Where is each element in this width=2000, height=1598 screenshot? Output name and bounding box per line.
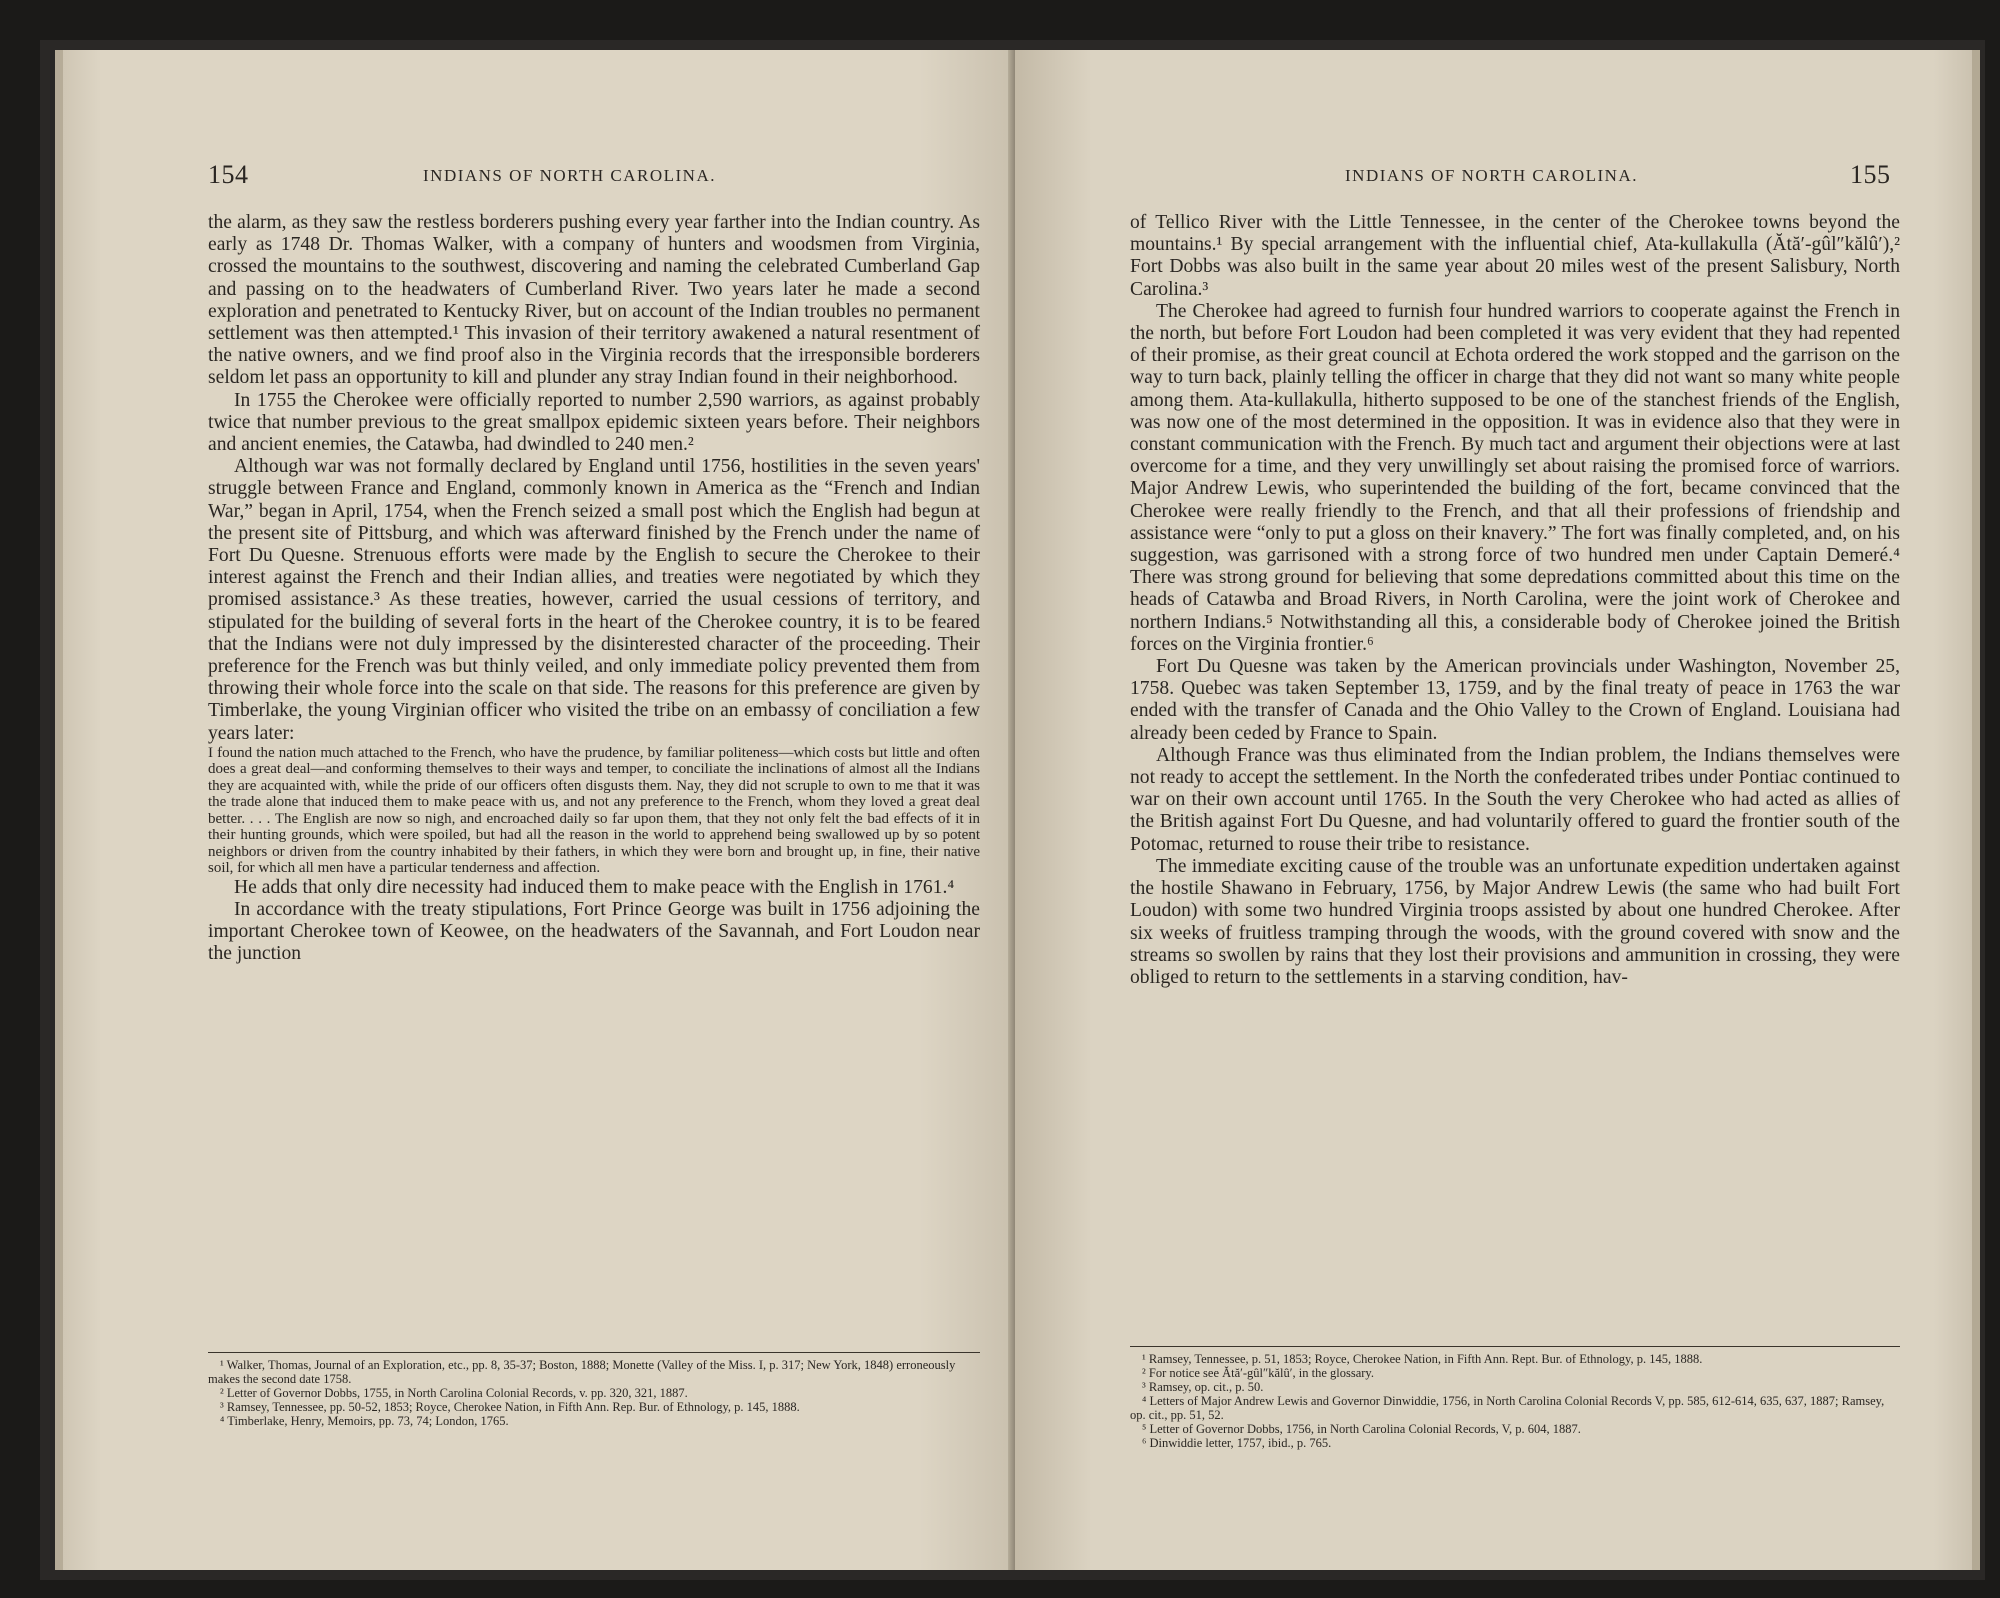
- right-page: [1015, 50, 1980, 1570]
- left-body: [208, 212, 980, 966]
- paragraph: In 1755 the Cherokee were officially reported to number 2,590 warriors, as against probably twice that number previous to the great smallpox epidemic sixteen years before. Their neighbors and ancient enemies, the Catawba, had dwindled to 240 men.²: [208, 389, 980, 456]
- footnote: ⁴ Timberlake, Henry, Memoirs, pp. 73, 74; London, 1765.: [220, 1414, 509, 1428]
- paragraph: The immediate exciting cause of the trouble was an unfortunate expedition undertaken against the hostile Shawano in February, 1756, by Major Andrew Lewis (the same who had built Fort Loudon) with some two hundred Virginia troops assisted by about one hundred Cherokee. After six weeks of fruitless tramping through the woods, with the ground covered with snow and the streams so swollen by rains that they lost their provisions and ammunition in crossing, they were obliged to return to the settlements in a starving condition, hav-: [1130, 855, 1900, 988]
- footnote: ² Letter of Governor Dobbs, 1755, in North Carolina Colonial Records, v. pp. 320, 321, 1887.: [220, 1386, 688, 1400]
- left-footnotes: [208, 1358, 980, 1428]
- footnote: ¹ Ramsey, Tennessee, p. 51, 1853; Royce, Cherokee Nation, in Fifth Ann. Rept. Bur. of Ethnology, p. 145, 1888.: [1142, 1352, 1703, 1366]
- left-running-head: [208, 160, 978, 190]
- footnote-rule: [1130, 1346, 1900, 1347]
- paragraph: of Tellico River with the Little Tennessee, in the center of the Cherokee towns beyond the mountains.¹ By special arrangement with the influential chief, Ata-kullakulla (Ătă′-gûl″kălû′),² Fort Dobbs was also built in the same year about 20 miles west of the present Salisbury, North Carolina.³: [1130, 212, 1900, 300]
- footnote: ³ Ramsey, op. cit., p. 50.: [1142, 1380, 1264, 1394]
- paragraph: The Cherokee had agreed to furnish four hundred warriors to cooperate against the French in the north, but before Fort Loudon had been completed it was very evident that they had repented of their promise, as their great council at Echota ordered the work stopped and the garrison on the way to turn back, plainly telling the officer in charge that they did not want so many white people among them. Ata-kullakulla, hitherto supposed to be one of the stanchest friends of the English, was now one of the most determined in the opposition. It was in evidence also that they were in constant communication with the French. By much tact and argument their objections were at last overcome for a time, and they very unwillingly set about raising the promised force of warriors. Major Andrew Lewis, who superintended the building of the fort, became convinced that the Cherokee were really friendly to the French, and that all their professions of friendship and assistance were “only to put a gloss on their knavery.” The fort was finally completed, and, on his suggestion, was garrisoned with a strong force of two hundred men under Captain Demeré.⁴ There was strong ground for believing that some depredations committed about this time on the heads of Catawba and Broad Rivers, in North Carolina, were the joint work of Cherokee and northern Indians.⁵ Notwithstanding all this, a considerable body of Cherokee joined the British forces on the Virginia frontier.⁶: [1130, 300, 1900, 655]
- footnote: ⁵ Letter of Governor Dobbs, 1756, in North Carolina Colonial Records, V, p. 604, 1887.: [1142, 1422, 1581, 1436]
- paragraph: Fort Du Quesne was taken by the American provincials under Washington, November 25, 1758. Quebec was taken September 13, 1759, and by the final treaty of peace in 1763 the war ended with the transfer of Canada and the Ohio Valley to the Crown of England. Louisiana had already been ceded by France to Spain.: [1130, 656, 1900, 744]
- left-page: [55, 50, 1015, 1570]
- footnote: ¹ Walker, Thomas, Journal of an Exploration, etc., pp. 8, 35-37; Boston, 1888; Monette (Valley of the Miss. I, p. 317; New York, 1848) erroneously makes the second date 1758.: [208, 1358, 956, 1386]
- right-running-title: INDIANS OF NORTH CAROLINA.: [1345, 166, 1638, 185]
- left-running-title: INDIANS OF NORTH CAROLINA.: [423, 166, 716, 185]
- footnote: ⁶ Dinwiddie letter, 1757, ibid., p. 765.: [1142, 1436, 1332, 1450]
- paragraph: the alarm, as they saw the restless borderers pushing every year farther into the Indian country. As early as 1748 Dr. Thomas Walker, with a company of hunters and woodsmen from Virginia, crossed the mountains to the southwest, discovering and naming the celebrated Cumberland Gap and passing on to the headwaters of Cumberland River. Two years later he made a second exploration and penetrated to Kentucky River, but on account of the Indian troubles no permanent settlement was then attempted.¹ This invasion of their territory awakened a natural resentment of the native owners, and we find proof also in the Virginia records that the irresponsible borderers seldom let pass an opportunity to kill and plunder any stray Indian found in their neighborhood.: [208, 212, 980, 389]
- right-body: [1130, 212, 1900, 989]
- footnote-rule: [208, 1352, 980, 1353]
- block-quote: I found the nation much attached to the French, who have the prudence, by familiar politeness—which costs but little and often does a great deal—and conforming themselves to their ways and temper, to conciliate the inclinations of almost all the Indians they are acquainted with, while the pride of our officers often disgusts them. Nay, they did not scruple to own to me that it was the trade alone that induced them to make peace with us, and not any preference to the French, whom they loved a great deal better. . . . The English are now so nigh, and encroached daily so far upon them, that they not only felt the bad effects of it in their hunting grounds, which were spoiled, but had all the reason in the world to apprehend being swallowed up by so potent neighbors or driven from the country inhabited by their fathers, in which they were born and brought up, in fine, their native soil, for which all men have a particular tenderness and affection.: [208, 744, 980, 877]
- paragraph: In accordance with the treaty stipulations, Fort Prince George was built in 1756 adjoining the important Cherokee town of Keowee, on the headwaters of the Savannah, and Fort Loudon near the junction: [208, 899, 980, 965]
- paragraph: Although France was thus eliminated from the Indian problem, the Indians themselves were not ready to accept the settlement. In the North the confederated tribes under Pontiac continued to war on their own account until 1765. In the South the very Cherokee who had acted as allies of the British against Fort Du Quesne, and had voluntarily offered to guard the frontier south of the Potomac, returned to rouse their tribe to resistance.: [1130, 744, 1900, 855]
- right-page-number: 155: [1850, 160, 1891, 189]
- footnote: ⁴ Letters of Major Andrew Lewis and Governor Dinwiddie, 1756, in North Carolina Colonial Records V, pp. 585, 612-614, 635, 637, 1887; Ramsey, op. cit., pp. 51, 52.: [1130, 1394, 1885, 1422]
- left-page-number: 154: [208, 160, 249, 189]
- footnote: ² For notice see Ătă′-gûl″kălû′, in the glossary.: [1142, 1366, 1374, 1380]
- paragraph: Although war was not formally declared by England until 1756, hostilities in the seven years' struggle between France and England, commonly known in America as the “French and Indian War,” began in April, 1754, when the French seized a small post which the English had begun at the present site of Pittsburg, and which was afterward finished by the French under the name of Fort Du Quesne. Strenuous efforts were made by the English to secure the Cherokee to their interest against the French and their Indian allies, and treaties were negotiated by which they promised assistance.³ As these treaties, however, carried the usual cessions of territory, and stipulated for the building of several forts in the heart of the Cherokee country, it is to be feared that the Indians were not duly impressed by the disinterested character of the proceeding. Their preference for the French was but thinly veiled, and only immediate policy prevented them from throwing their whole force into the scale on that side. The reasons for this preference are given by Timberlake, the young Virginian officer who visited the tribe on an embassy of conciliation a few years later:: [208, 456, 980, 744]
- right-footnotes: [1130, 1352, 1900, 1450]
- paragraph: He adds that only dire necessity had induced them to make peace with the English in 1761.⁴: [234, 876, 955, 898]
- footnote: ³ Ramsey, Tennessee, pp. 50-52, 1853; Royce, Cherokee Nation, in Fifth Ann. Rep. Bur. of Ethnology, p. 145, 1888.: [220, 1400, 800, 1414]
